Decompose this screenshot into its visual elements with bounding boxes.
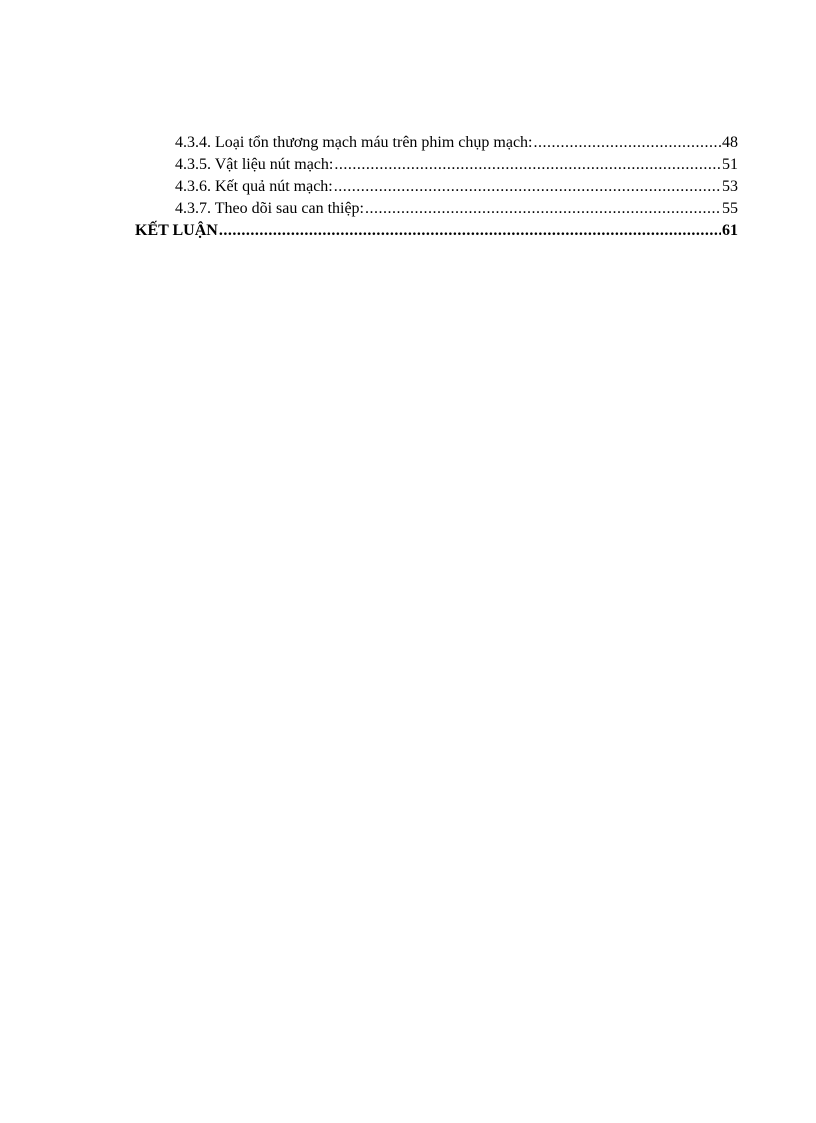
table-of-contents [135,132,738,242]
dot-leader [219,220,721,242]
toc-entry-title: 4.3.7. Theo dõi sau can thiệp: [175,200,364,217]
toc-entry-title: 4.3.5. Vật liệu nút mạch: [175,156,334,173]
toc-entry-title: KẾT LUẬN [135,222,218,239]
dot-leader [534,132,722,154]
toc-entry-page: 53 [722,178,738,195]
toc-entry-page: 61 [722,222,738,239]
toc-entry-ket-luan[interactable] [135,220,738,242]
toc-entry-title: 4.3.4. Loại tổn thương mạch máu trên phim chụp mạch: [175,134,533,151]
toc-entry-4-3-4[interactable] [135,132,738,154]
toc-entry-page: 48 [722,134,738,151]
dot-leader [334,176,721,198]
toc-entry-page: 51 [722,156,738,173]
toc-entry-title: 4.3.6. Kết quả nút mạch: [175,178,333,195]
dot-leader [334,154,721,176]
toc-entry-4-3-6[interactable] [135,176,738,198]
toc-entry-page: 55 [722,200,738,217]
toc-entry-4-3-7[interactable] [135,198,738,220]
toc-entry-4-3-5[interactable] [135,154,738,176]
dot-leader [365,198,721,220]
